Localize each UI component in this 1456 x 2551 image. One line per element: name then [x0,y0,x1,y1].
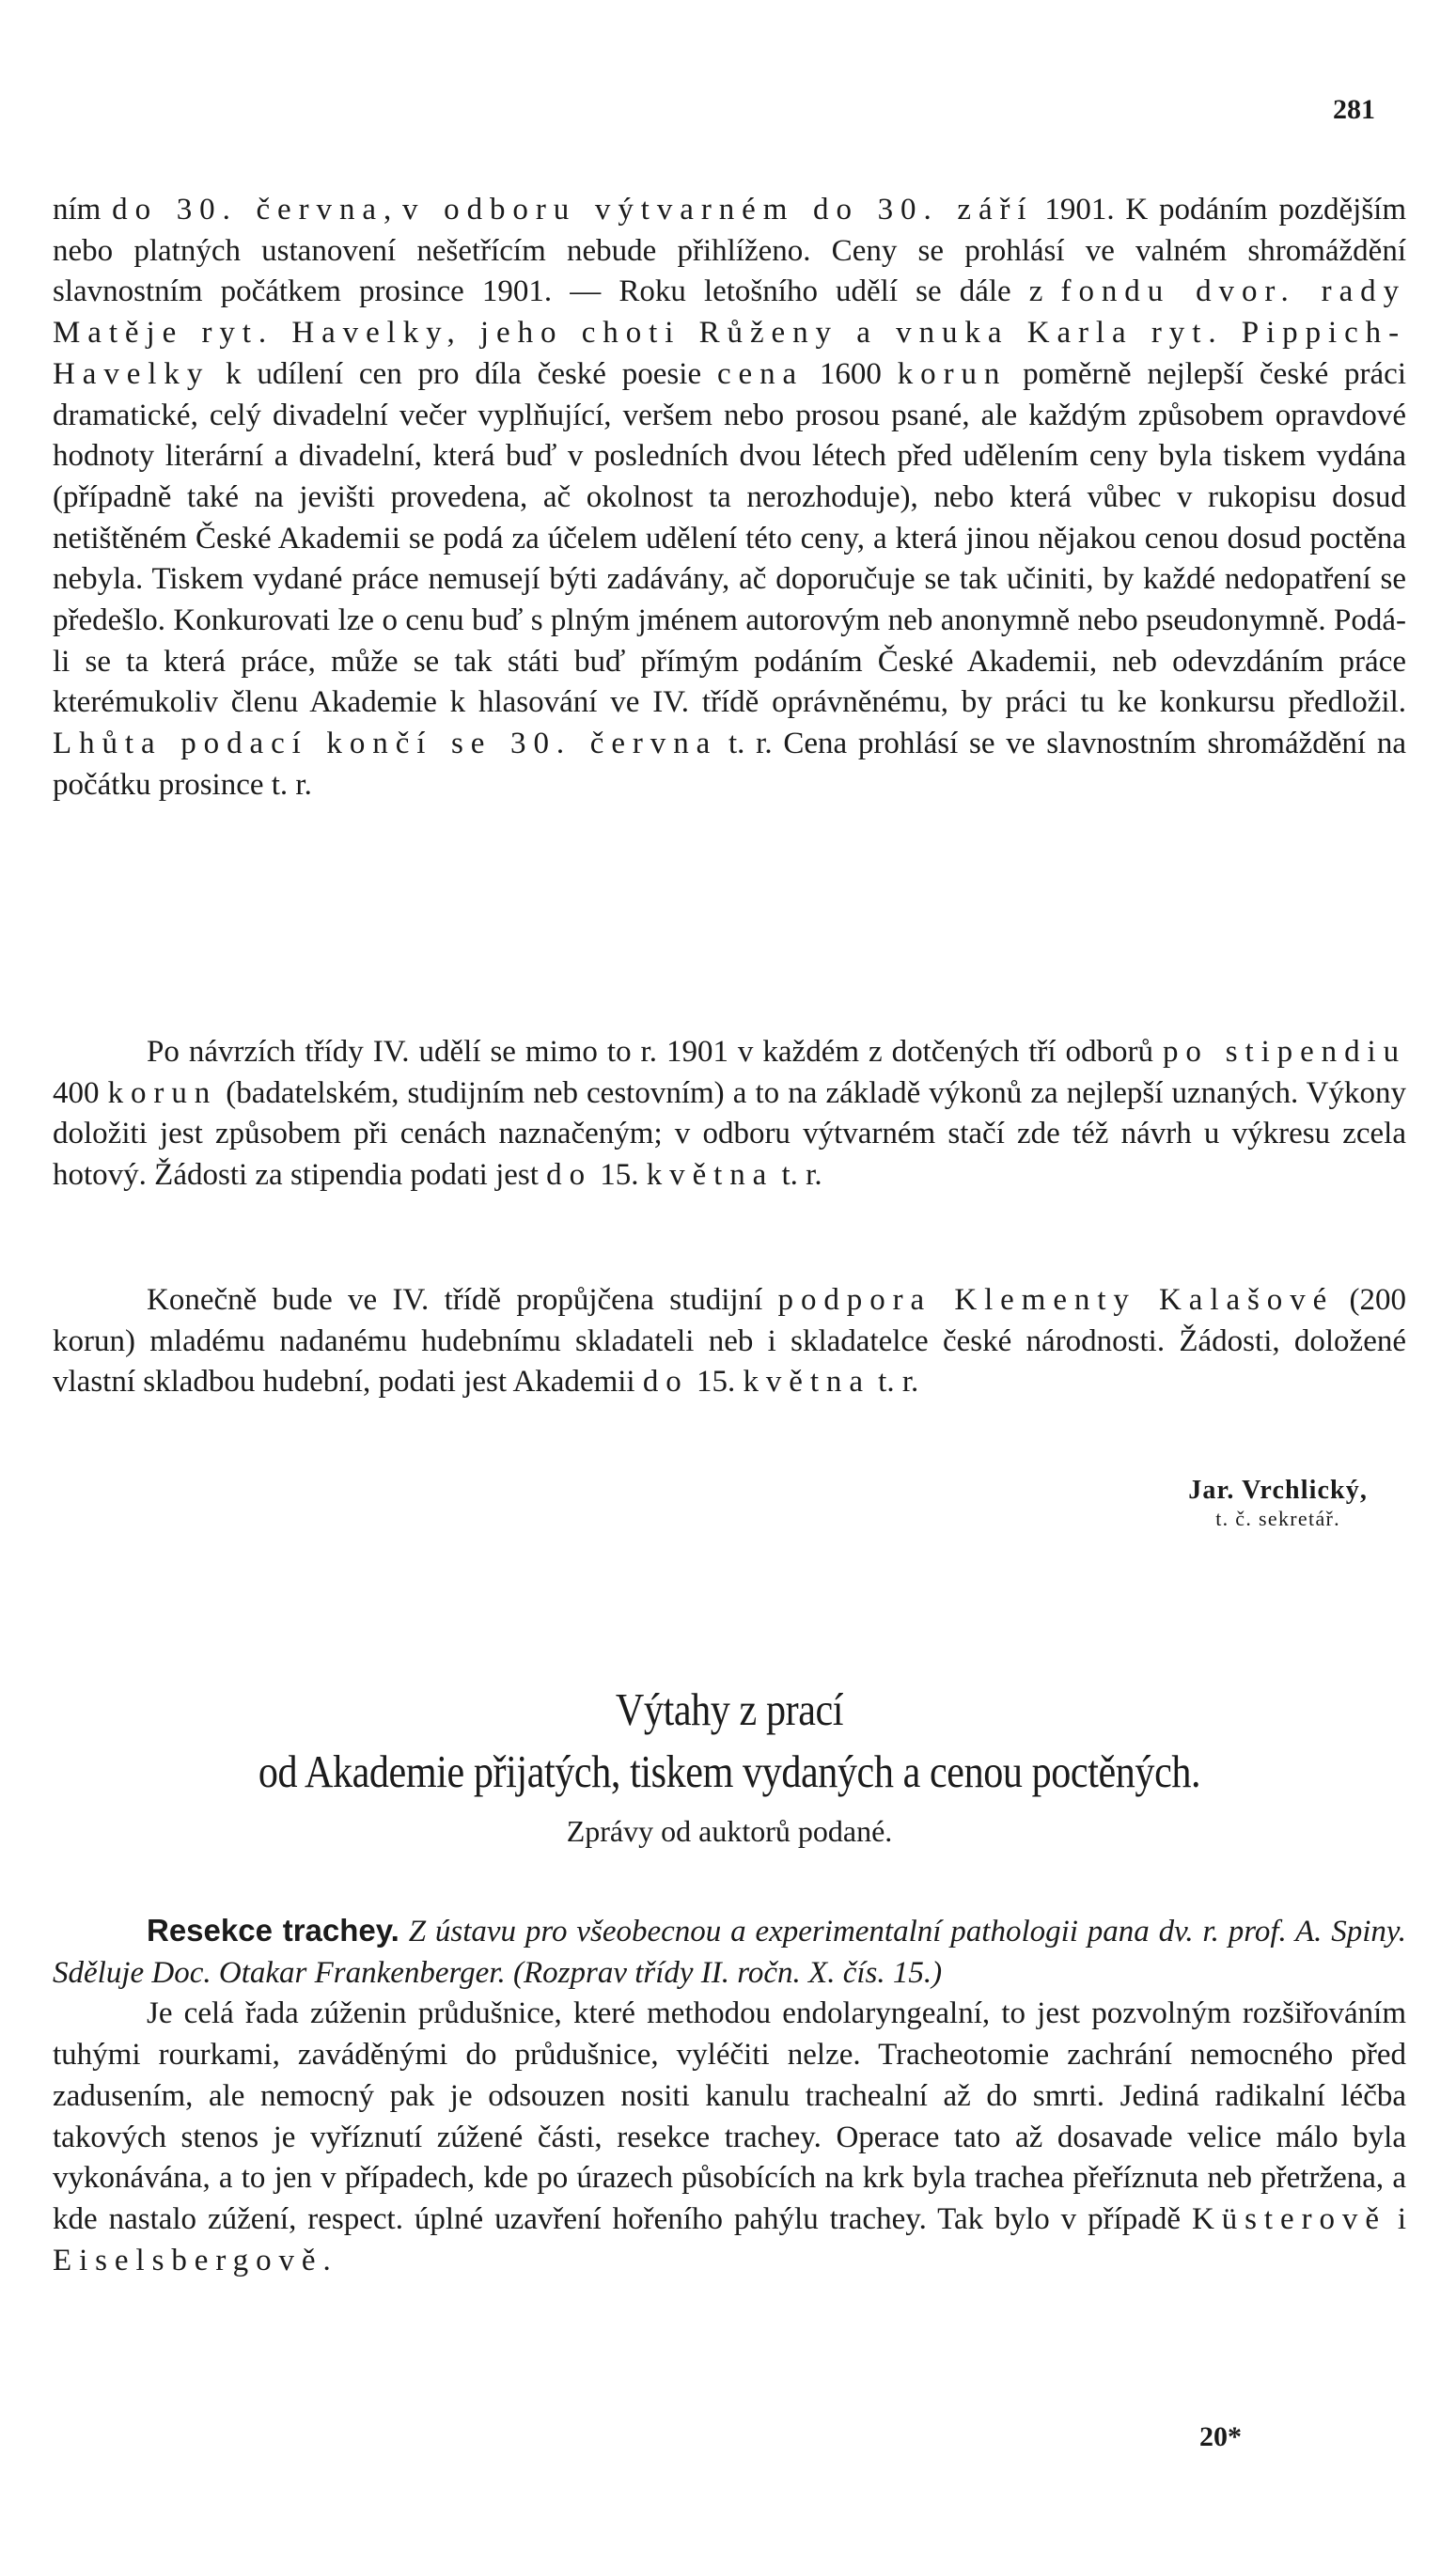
text-segment: 1901. K podáním pozdějším nebo platných ustanovení nešetřícím nebude přihlíženo. Ceny se prohlásí ve valném shromáždění slavnostním počátkem prosince 1901. — Roku letošního udělí se dále z [53,193,1406,309]
text-segment: (200 korun) mladému nadanému hudebnímu skladateli neb i skladatelce české národnosti. Žádosti, doložené vlastní skladbou hudební, podati jest Akademii [53,1283,1406,1400]
text-segment: , [383,193,403,227]
spaced-text: Küsterově [1192,2201,1386,2236]
signature-name: Jar. Vrchlický, [1188,1476,1368,1505]
secretary-signature [1188,1474,1368,1530]
text-segment: . [322,2243,331,2277]
page-number: 281 [1333,94,1375,125]
article-title: Resekce trachey. [147,1913,399,1948]
text-segment: t. r. [774,1158,822,1193]
spaced-text: korun [897,356,1008,391]
article [53,1910,1406,2281]
text-segment: Konečně bude ve IV. třídě propůjčena studijní [147,1283,778,1317]
text-segment: i [1386,2201,1407,2236]
text-segment: Po návrzích třídy IV. udělí se mimo to r. 1901 v každém z dotčených tří odborů [147,1035,1163,1069]
article-reference: (Rozprav třídy II. ročn. X. čís. 15.) [513,1955,943,1990]
section-subheading: Zprávy od auktorů podané. [566,1814,893,1848]
spaced-text: do 30. června [112,193,384,227]
text-segment: (badatelském, studijním neb cestovním) a to na základě výkonů za nejlepší uznaných. Výkony doložiti jest způsobem při cenách naznačeným; v odboru výtvarném stačí zde též návrh u výkresu zcela hotový. Žádosti za stipendia podati jest [53,1075,1407,1193]
section-heading [53,1679,1406,1855]
stipend-text [53,1032,1406,1197]
text-segment: 15. [688,1365,744,1400]
spaced-text: Eiselsbergově [53,2243,323,2277]
text-segment: ním [53,193,113,227]
section-title-line-2: od Akademie přijatých, tiskem vydaných a cenou poctěných. [258,1745,1201,1797]
spaced-text: v odboru výtvarném do 30. září [402,193,1034,227]
text-segment: poměrně nejlepší české práci dramatické, celý divadelní večer vyplňující, veršem nebo prosou psané, ale každým způsobem opravdové hodnoty literární a divadelní, která buď v posledních dvou létech před udělením ceny byla tiskem vydána (případně také na jevišti provedena, ač okolnost ta nerozhoduje), nebo která vůbec v rukopisu dosud netištěném České Akademii se podá za účelem udělení této ceny, a která jinou nějakou cenou dosud poctěna nebyla. Tiskem vydané práce nemusejí býti zadávány, ač doporučuje se tak učiniti, by každé nedopatření se předešlo. Konkurovati lze o cenu buď s plným jménem autorovým neb anonymně nebo pseudonymně. Podá-li se ta která práce, může se tak státi buď přímým podáním České Akademii, neb odevzdáním práce kterémukoliv členu Akademie k hlasování ve IV. třídě oprávněnému, by práci tu ke konkursu předložil. [53,356,1406,720]
spaced-text: cena [716,356,805,391]
spaced-text: korun [107,1075,218,1110]
spaced-text: po stipendiu [1162,1035,1406,1069]
text-segment: t. r. Cena prohlásí se ve slavnostním shromáždění na počátku prosince t. r. [53,727,1406,802]
spaced-text: května [743,1365,870,1400]
text-segment: Je celá řada zúženin průdušnice, které methodou endolaryngealní, to jest pozvolným rozšiřováním tuhými rourkami, zaváděnými do průdušnice, vyléčiti nelze. Tracheotomie zachrání nemocného před zadusením, ale nemocný pak je odsouzen nositi kanulu trachealní až do smrti. Jediná radikalní léčba takových stenos je vyříznutí zúžené části, resekce trachey. Operace tato až dosavade velice málo byla vykonávána, a to jen v případech, kde po úrazech působících na krk byla trachea přeříznuta neb přetržena, a kde nastalo zúžení, respect. úplné uzavření hořeního pahýlu trachey. Tak bylo v případě [53,1996,1406,2236]
text-segment: 15. [592,1158,647,1193]
spaced-text: podpora Klementy Kalašové [777,1283,1335,1317]
prize-paragraph [53,190,1406,806]
text-segment: t. r. [869,1365,919,1400]
spaced-text: do [546,1158,592,1193]
article-header [53,1910,1406,1994]
text-segment: k udílení cen pro díla české poesie [210,356,717,391]
text-segment: 1600 [804,356,898,391]
spaced-text: května [646,1158,775,1193]
signature-role: t. č. sekretář. [1215,1507,1341,1530]
stipend-paragraph [53,1032,1406,1197]
announcement-text [53,190,1406,806]
text-segment: 400 [53,1075,108,1110]
spaced-text: Lhůta podací končí se 30. června [53,727,718,761]
support-paragraph [53,1280,1406,1403]
article-citation: Z ústavu pro všeobecnou a experimentalní pathologii pana dv. r. prof. A. Spiny. Sděluje Doc. Otakar Frankenberger. [53,1915,1406,1990]
spaced-text: fondu dvor. rady Matěje ryt. Havelky, jeho choti Růženy a vnuka Karla ryt. Pippich-Havelky [53,274,1406,391]
article-body [53,1994,1406,2281]
spaced-text: do [642,1365,689,1400]
printer-signature-mark: 20* [1199,2421,1242,2452]
section-title-line-1: Výtahy z prací [615,1683,844,1735]
support-text [53,1280,1406,1403]
